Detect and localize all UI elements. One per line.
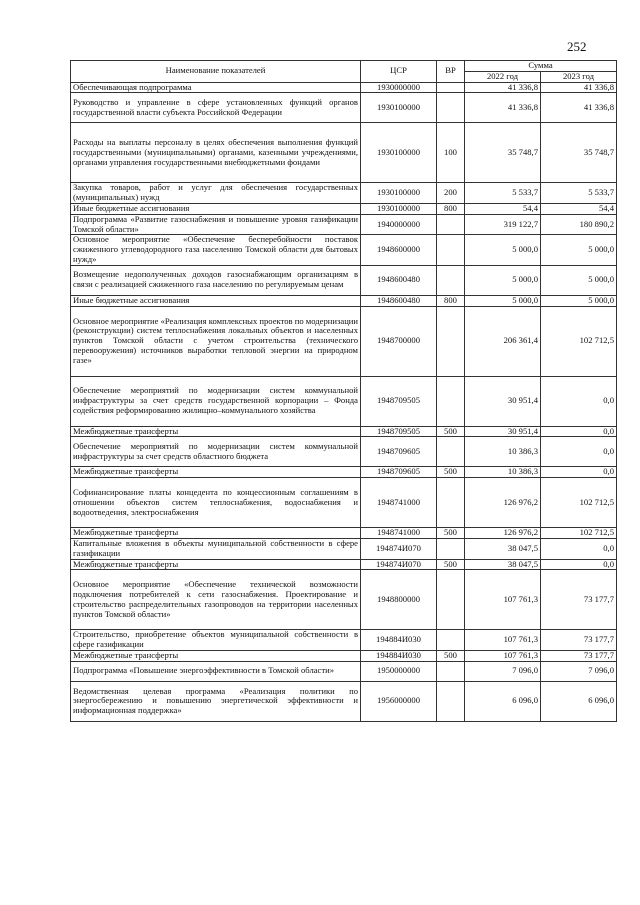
- table-row: [71, 681, 617, 721]
- row-sum-2022: 206 361,4: [465, 306, 541, 376]
- row-csr: 1950000000: [361, 661, 437, 681]
- header-csr: ЦСР: [361, 61, 437, 83]
- row-vr: [437, 265, 465, 295]
- row-csr: 1948600480: [361, 265, 437, 295]
- row-sum-2022: 107 761,3: [465, 650, 541, 661]
- row-vr: [437, 661, 465, 681]
- row-csr: 1948709605: [361, 437, 437, 467]
- row-name: Закупка товаров, работ и услуг для обеспечения государственных (муниципальных) нужд: [71, 183, 361, 204]
- row-name: Софинансирование платы концедента по концессионным соглашениям в отношении объектов систем теплоснабжения, водоснабжения и водоотведения, электроснабжения: [71, 478, 361, 528]
- row-sum-2022: 7 096,0: [465, 661, 541, 681]
- header-year-2022: 2022 год: [465, 71, 541, 82]
- row-sum-2022: 38 047,5: [465, 559, 541, 570]
- row-sum-2023: 0,0: [541, 467, 617, 478]
- row-sum-2023: 102 712,5: [541, 306, 617, 376]
- row-name: Обеспечение мероприятий по модернизации систем коммунальной инфраструктуры за счет средств областного бюджета: [71, 437, 361, 467]
- row-sum-2023: 102 712,5: [541, 528, 617, 539]
- table-row: [71, 295, 617, 306]
- table-row: [71, 203, 617, 214]
- row-sum-2023: 73 177,7: [541, 630, 617, 651]
- row-sum-2022: 30 951,4: [465, 376, 541, 426]
- row-name: Иные бюджетные ассигнования: [71, 203, 361, 214]
- table-row: [71, 93, 617, 123]
- row-vr: [437, 478, 465, 528]
- table-row: [71, 650, 617, 661]
- row-sum-2022: 107 761,3: [465, 630, 541, 651]
- row-sum-2022: 10 386,3: [465, 437, 541, 467]
- row-csr: 194874И070: [361, 538, 437, 559]
- row-sum-2022: 5 533,7: [465, 183, 541, 204]
- table-row: [71, 559, 617, 570]
- row-sum-2023: 73 177,7: [541, 650, 617, 661]
- row-name: Подпрограмма «Развитие газоснабжения и повышение уровня газификации Томской области»: [71, 214, 361, 235]
- row-csr: 1956000000: [361, 681, 437, 721]
- row-csr: 194884И030: [361, 630, 437, 651]
- row-name: Руководство и управление в сфере установленных функций органов государственной власти субъекта Российской Федерации: [71, 93, 361, 123]
- row-sum-2022: 54,4: [465, 203, 541, 214]
- table-row: [71, 265, 617, 295]
- row-name: Подпрограмма «Повышение энергоэффективности в Томской области»: [71, 661, 361, 681]
- row-sum-2022: 5 000,0: [465, 265, 541, 295]
- row-vr: [437, 93, 465, 123]
- row-sum-2023: 102 712,5: [541, 478, 617, 528]
- header-year-2023: 2023 год: [541, 71, 617, 82]
- row-sum-2023: 5 000,0: [541, 295, 617, 306]
- row-csr: 1948800000: [361, 570, 437, 630]
- row-name: Иные бюджетные ассигнования: [71, 295, 361, 306]
- row-sum-2022: 41 336,8: [465, 93, 541, 123]
- row-vr: [437, 235, 465, 265]
- header-name: Наименование показателей: [71, 61, 361, 83]
- row-csr: 1948709505: [361, 426, 437, 437]
- row-vr: [437, 570, 465, 630]
- row-csr: 1948700000: [361, 306, 437, 376]
- row-csr: 1948741000: [361, 478, 437, 528]
- row-sum-2022: 5 000,0: [465, 295, 541, 306]
- row-sum-2023: 0,0: [541, 437, 617, 467]
- table-row: [71, 426, 617, 437]
- row-name: Основное мероприятие «Обеспечение бесперебойности поставок сжиженного углеводородного газа населению Томской области для бытовых нужд»: [71, 235, 361, 265]
- row-vr: 500: [437, 559, 465, 570]
- row-name: Возмещение недополученных доходов газоснабжающим организациям в связи с реализацией сжиженного газа населению по регулируемым ценам: [71, 265, 361, 295]
- row-name: Ведомственная целевая программа «Реализация политики по энергосбережению и повышению энергетической эффективности и информационная поддержка»: [71, 681, 361, 721]
- row-sum-2023: 0,0: [541, 376, 617, 426]
- table-row: [71, 528, 617, 539]
- row-sum-2023: 5 000,0: [541, 235, 617, 265]
- table-row: [71, 538, 617, 559]
- row-name: Обеспечение мероприятий по модернизации систем коммунальной инфраструктуры за счет средств государственной корпорации – Фонда содействия реформированию жилищно–коммунального хозяйства: [71, 376, 361, 426]
- row-csr: 1930100000: [361, 123, 437, 183]
- row-csr: 1948741000: [361, 528, 437, 539]
- row-csr: 1948709505: [361, 376, 437, 426]
- row-sum-2023: 54,4: [541, 203, 617, 214]
- row-sum-2023: 7 096,0: [541, 661, 617, 681]
- row-sum-2023: 73 177,7: [541, 570, 617, 630]
- row-sum-2023: 5 000,0: [541, 265, 617, 295]
- table-row: [71, 478, 617, 528]
- row-sum-2022: 41 336,8: [465, 82, 541, 93]
- table-row: [71, 437, 617, 467]
- header-row: [71, 61, 617, 72]
- row-sum-2022: 126 976,2: [465, 528, 541, 539]
- row-name: Межбюджетные трансферты: [71, 559, 361, 570]
- row-vr: 800: [437, 295, 465, 306]
- page-number: 252: [567, 39, 587, 54]
- row-vr: [437, 376, 465, 426]
- row-csr: 1930100000: [361, 183, 437, 204]
- row-name: Основное мероприятие «Обеспечение технической возможности подключения потребителей к сети газоснабжения. Проектирование и строительство распределительных газопроводов на территории населенных пунктов Томской области»: [71, 570, 361, 630]
- row-sum-2023: 5 533,7: [541, 183, 617, 204]
- row-sum-2022: 35 748,7: [465, 123, 541, 183]
- row-name: Межбюджетные трансферты: [71, 650, 361, 661]
- row-sum-2022: 5 000,0: [465, 235, 541, 265]
- row-csr: 1948600480: [361, 295, 437, 306]
- row-sum-2022: 10 386,3: [465, 467, 541, 478]
- row-sum-2022: 6 096,0: [465, 681, 541, 721]
- budget-table: [70, 60, 617, 722]
- row-sum-2022: 38 047,5: [465, 538, 541, 559]
- table-row: [71, 214, 617, 235]
- row-name: Капитальные вложения в объекты муниципальной собственности в сфере газификации: [71, 538, 361, 559]
- row-csr: 1930000000: [361, 82, 437, 93]
- row-sum-2023: 41 336,8: [541, 82, 617, 93]
- row-name: Расходы на выплаты персоналу в целях обеспечения выполнения функций государственными (муниципальными) органами, казенными учреждениями, органами управления государственными внебюджетными фондами: [71, 123, 361, 183]
- row-name: Межбюджетные трансферты: [71, 426, 361, 437]
- row-csr: 1940000000: [361, 214, 437, 235]
- row-vr: [437, 82, 465, 93]
- row-sum-2022: 107 761,3: [465, 570, 541, 630]
- row-vr: [437, 437, 465, 467]
- row-vr: 500: [437, 528, 465, 539]
- row-sum-2022: 30 951,4: [465, 426, 541, 437]
- row-sum-2023: 0,0: [541, 559, 617, 570]
- row-vr: 500: [437, 467, 465, 478]
- row-name: Обеспечивающая подпрограмма: [71, 82, 361, 93]
- row-sum-2023: 180 890,2: [541, 214, 617, 235]
- row-vr: [437, 681, 465, 721]
- header-vr: ВР: [437, 61, 465, 83]
- row-vr: [437, 306, 465, 376]
- row-name: Межбюджетные трансферты: [71, 528, 361, 539]
- row-vr: 800: [437, 203, 465, 214]
- table-row: [71, 183, 617, 204]
- row-sum-2023: 0,0: [541, 538, 617, 559]
- row-vr: [437, 538, 465, 559]
- row-name: Межбюджетные трансферты: [71, 467, 361, 478]
- table-row: [71, 630, 617, 651]
- row-sum-2023: 6 096,0: [541, 681, 617, 721]
- row-csr: 1930100000: [361, 203, 437, 214]
- row-vr: 500: [437, 426, 465, 437]
- table-row: [71, 661, 617, 681]
- row-csr: 1948709605: [361, 467, 437, 478]
- row-csr: 194884И030: [361, 650, 437, 661]
- row-sum-2022: 319 122,7: [465, 214, 541, 235]
- row-sum-2023: 35 748,7: [541, 123, 617, 183]
- row-csr: 194874И070: [361, 559, 437, 570]
- header-sum: Сумма: [465, 61, 617, 72]
- row-vr: [437, 214, 465, 235]
- row-name: Строительство, приобретение объектов муниципальной собственности в сфере газификации: [71, 630, 361, 651]
- row-sum-2022: 126 976,2: [465, 478, 541, 528]
- table-row: [71, 82, 617, 93]
- table-row: [71, 123, 617, 183]
- table-row: [71, 376, 617, 426]
- table-row: [71, 467, 617, 478]
- row-sum-2023: 0,0: [541, 426, 617, 437]
- row-vr: 500: [437, 650, 465, 661]
- row-csr: 1948600000: [361, 235, 437, 265]
- table-row: [71, 235, 617, 265]
- row-sum-2023: 41 336,8: [541, 93, 617, 123]
- table-row: [71, 306, 617, 376]
- row-vr: 200: [437, 183, 465, 204]
- row-name: Основное мероприятие «Реализация комплексных проектов по модернизации (реконструкции) систем теплоснабжения локальных объектов и населенных пунктов Томской области с учетом строительства (технического перевооружения) источников выработки тепловой энергии на природном газе»: [71, 306, 361, 376]
- row-csr: 1930100000: [361, 93, 437, 123]
- table-row: [71, 570, 617, 630]
- row-vr: 100: [437, 123, 465, 183]
- row-vr: [437, 630, 465, 651]
